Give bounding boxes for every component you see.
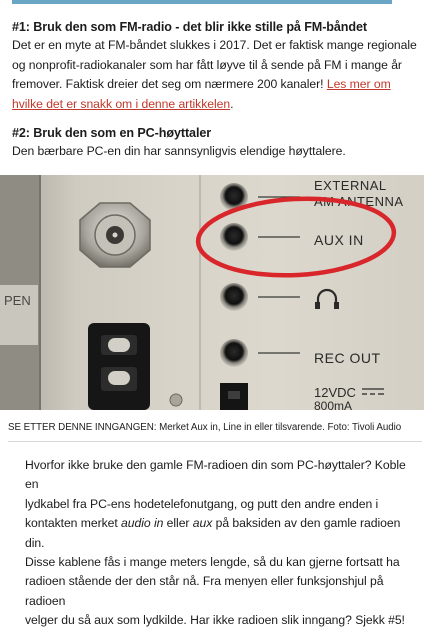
section-1-line: Det er en myte at FM-båndet slukkes i 2017. Det er faktisk mange regionale	[12, 38, 417, 52]
body-line: Disse kablene fås i mange meters lengde, så du kan gjerne fortsatt ha	[25, 555, 400, 570]
section-1-heading: #1: Bruk den som FM-radio - det blir ikke stille på FM-båndet	[12, 20, 367, 34]
section-1-line	[12, 95, 422, 115]
rec-out-label: REC OUT	[314, 350, 381, 366]
body-line: velger du så aux som lydkilde. Har ikke radioen slik inngang? Sjekk #5!	[25, 613, 405, 628]
radio-back-panel-illustration	[0, 175, 424, 410]
aux-in-label: AUX IN	[314, 232, 364, 248]
body-emphasis: aux	[192, 516, 213, 531]
section-1-text: fremover. Faktisk dreier det seg om nærmere 200 kanaler!	[12, 77, 327, 92]
side-label-text: PEN	[4, 293, 31, 308]
body-line: lydkabel fra PC-ens hodetelefonutgang, og putt den andre enden i	[25, 496, 379, 511]
body-text: kontakten merket	[25, 516, 122, 531]
headphone-jack	[220, 283, 248, 311]
article-link[interactable]: hvilke det er snakk om i denne artikkelen	[12, 96, 231, 111]
body-text: eller	[163, 516, 193, 531]
aux-in-jack	[220, 223, 248, 251]
rec-out-jack	[220, 339, 248, 367]
power-socket	[88, 323, 150, 410]
section-2-heading: #2: Bruk den som en PC-høyttaler	[12, 126, 212, 141]
section-1-line	[12, 75, 422, 95]
coax-connector	[80, 203, 150, 267]
article-body	[25, 456, 417, 631]
article-link[interactable]: Les mer om	[326, 77, 391, 92]
body-emphasis: audio in	[121, 516, 164, 531]
top-accent-bar	[12, 0, 392, 4]
body-text: på baksiden av den gamle radioen din.	[25, 516, 401, 550]
article-top	[12, 18, 422, 162]
headphone-icon	[318, 290, 336, 307]
body-line: radioen stående der den står nå. Fra menyen eller funksjonshjul på radioen	[25, 574, 384, 608]
caption-divider	[8, 441, 422, 442]
external-label: EXTERNAL	[314, 178, 387, 193]
current-label: 800mA	[314, 399, 353, 410]
body-line: Hvorfor ikke bruke den gamle FM-radioen din som PC-høyttaler? Koble en	[25, 458, 406, 492]
voltage-label: 12VDC	[314, 385, 356, 400]
section-1-period: .	[230, 96, 234, 111]
body-line	[25, 514, 417, 553]
am-antenna-label: AM ANTENNA	[314, 194, 404, 209]
section-1-line: og nonprofit-radiokanaler som har fått løyve til å sende på FM i mange år	[12, 57, 402, 72]
section-2-text: Den bærbare PC-en din har sannsynligvis elendige høyttalere.	[12, 144, 346, 159]
radio-back-panel-photo	[0, 175, 424, 410]
photo-caption: SE ETTER DENNE INNGANGEN: Merket Aux in, Line in eller tilsvarende. Foto: Tivoli Audio	[8, 422, 402, 433]
